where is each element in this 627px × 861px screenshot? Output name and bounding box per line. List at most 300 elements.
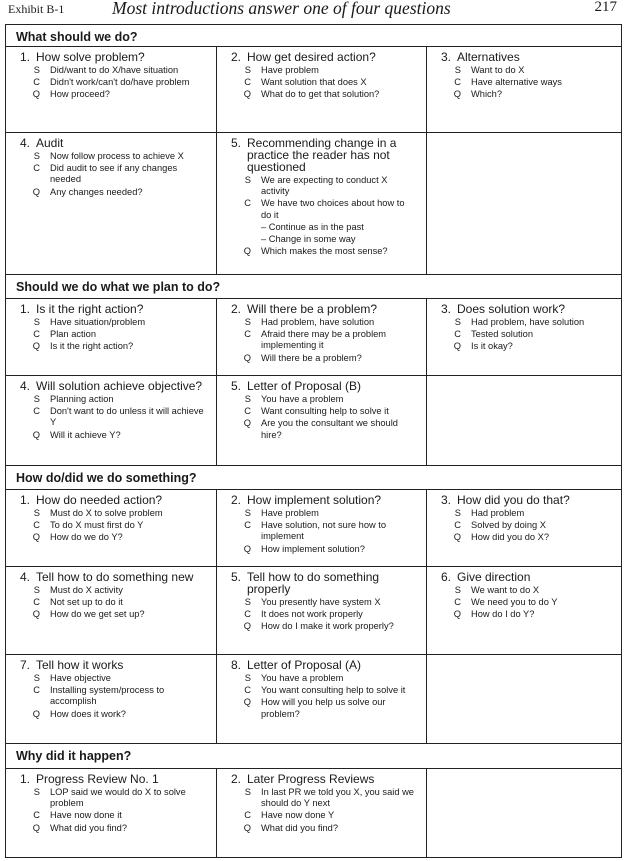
item-heading <box>217 380 422 392</box>
item-number: 8. <box>230 658 241 672</box>
item-heading <box>6 137 212 149</box>
item-heading <box>217 494 422 506</box>
line-letter: Q <box>243 543 251 554</box>
item-heading <box>217 51 422 63</box>
table-row <box>6 769 621 857</box>
item-title: Tell how to do something properly <box>247 570 380 596</box>
line-text: Have problem <box>261 508 319 518</box>
line-text: Are you the consultant we should hire? <box>261 418 398 440</box>
line-text: – Change in some way <box>261 234 356 245</box>
item-number: 1. <box>19 493 30 507</box>
line-text: Solved by doing X <box>471 520 546 531</box>
line-letter: C <box>244 406 251 417</box>
item-title: Progress Review No. 1 <box>36 772 159 786</box>
line-text: Is it the right action? <box>50 341 134 352</box>
item-number: 5. <box>230 379 241 393</box>
item-line <box>217 234 422 245</box>
line-letter: S <box>244 317 251 327</box>
item-line <box>6 329 212 340</box>
line-letter: S <box>454 65 461 75</box>
item-lines <box>217 394 422 441</box>
section-heading: What should we do? <box>6 25 621 47</box>
item-line <box>217 198 422 220</box>
item-heading <box>6 659 212 671</box>
line-text: Have now done Y <box>261 810 335 821</box>
item-number: 2. <box>230 772 241 786</box>
table-row <box>6 47 621 133</box>
line-letter: Q <box>453 89 461 100</box>
item-line <box>217 418 422 440</box>
section-heading: Should we do what we plan to do? <box>6 275 621 299</box>
item-title: Tell how to do something new <box>36 570 194 584</box>
item-line <box>6 163 212 185</box>
item-title: How solve problem? <box>36 50 145 64</box>
item-line <box>217 697 422 719</box>
line-text: Will it achieve Y? <box>50 429 121 440</box>
table-row <box>6 133 621 275</box>
line-text: How do we get set up? <box>50 609 145 620</box>
item-title: Will there be a problem? <box>247 302 378 316</box>
line-text: It does not work properly <box>261 609 363 620</box>
item-line <box>427 585 617 596</box>
section-heading: Why did it happen? <box>6 744 621 769</box>
item-lines <box>217 597 422 633</box>
item-lines <box>217 787 422 834</box>
line-text: Which? <box>471 89 503 100</box>
line-letter: S <box>244 508 251 518</box>
line-letter <box>217 234 261 245</box>
question-cell <box>217 47 427 132</box>
line-text: Have situation/problem <box>50 317 146 327</box>
item-lines <box>427 65 617 101</box>
item-heading <box>6 773 212 785</box>
line-text: In last PR we told you X, you said we should do Y next <box>261 787 414 809</box>
line-text: We are expecting to conduct X activity <box>261 175 388 197</box>
table-row <box>6 655 621 744</box>
line-letter: C <box>454 329 461 340</box>
line-text: How does it work? <box>50 708 126 719</box>
question-cell <box>6 490 217 566</box>
item-title: Tell how it works <box>36 658 124 672</box>
line-text: Tested solution <box>471 329 534 340</box>
line-text: What did you find? <box>50 822 128 833</box>
item-line <box>217 823 422 834</box>
line-text: Didn't work/can't do/have problem <box>50 77 190 88</box>
item-line <box>6 609 212 620</box>
item-line <box>6 317 212 328</box>
item-lines <box>6 151 212 198</box>
item-line <box>6 585 212 596</box>
question-cell <box>217 299 427 375</box>
item-heading <box>427 494 617 506</box>
item-line <box>217 621 422 632</box>
item-heading <box>6 494 212 506</box>
line-text: Have alternative ways <box>471 77 562 88</box>
page-title: Most introductions answer one of four questions <box>112 0 451 18</box>
line-text: We have two choices about how to do it <box>261 198 405 220</box>
item-line <box>427 317 617 328</box>
item-lines <box>427 585 617 621</box>
line-letter: Q <box>453 532 461 543</box>
item-line <box>217 508 422 519</box>
question-cell <box>6 655 217 743</box>
item-line <box>6 89 212 100</box>
line-text: Want to do X <box>471 65 525 75</box>
line-text: Had problem, have solution <box>261 317 375 327</box>
line-letter: Q <box>243 621 251 632</box>
item-lines <box>217 317 422 364</box>
line-letter: Q <box>32 186 40 197</box>
item-lines <box>427 508 617 544</box>
line-text: Any changes needed? <box>50 186 143 197</box>
line-letter: S <box>454 317 461 327</box>
line-text: We need you to do Y <box>471 597 558 608</box>
question-cell <box>6 376 217 465</box>
line-letter: Q <box>32 429 40 440</box>
item-number: 3. <box>440 493 451 507</box>
item-line <box>427 597 617 608</box>
empty-cell <box>427 655 621 743</box>
line-text: Plan action <box>50 329 96 340</box>
line-letter: S <box>454 585 461 595</box>
line-letter: S <box>33 394 40 404</box>
item-line <box>6 709 212 720</box>
item-lines <box>217 65 422 101</box>
item-line <box>6 823 212 834</box>
item-number: 7. <box>19 658 30 672</box>
item-title: How do needed action? <box>36 493 163 507</box>
item-line <box>217 329 422 351</box>
item-line <box>217 77 422 88</box>
line-text: How proceed? <box>50 89 110 100</box>
line-text: What did you find? <box>261 822 339 833</box>
item-line <box>217 317 422 328</box>
line-letter: S <box>454 508 461 518</box>
line-letter: Q <box>32 341 40 352</box>
item-line <box>6 65 212 76</box>
line-text: To do X must first do Y <box>50 520 144 531</box>
item-number: 5. <box>230 570 241 584</box>
line-text: Which makes the most sense? <box>261 246 388 257</box>
line-text: What do to get that solution? <box>261 89 380 100</box>
question-cell <box>217 490 427 566</box>
question-cell <box>427 567 621 654</box>
line-letter: S <box>244 787 251 797</box>
item-number: 2. <box>230 302 241 316</box>
line-text: Want consulting help to solve it <box>261 406 389 417</box>
line-letter: Q <box>243 352 251 363</box>
line-letter: C <box>244 609 251 620</box>
line-text: How do I do Y? <box>471 609 535 620</box>
line-text: LOP said we would do X to solve problem <box>50 787 186 809</box>
line-text: Don't want to do unless it will achieve Y <box>50 406 204 428</box>
item-line <box>217 597 422 608</box>
line-text: How do we do Y? <box>50 532 123 543</box>
item-line <box>6 508 212 519</box>
item-heading <box>217 303 422 315</box>
line-text: You want consulting help to solve it <box>261 685 406 696</box>
table-row <box>6 299 621 376</box>
line-letter: C <box>244 520 251 531</box>
line-text: Had problem <box>471 508 525 518</box>
line-text: You presently have system X <box>261 597 381 607</box>
line-text: Did audit to see if any changes needed <box>50 163 178 185</box>
item-line <box>6 430 212 441</box>
line-letter: Q <box>32 822 40 833</box>
item-lines <box>217 673 422 720</box>
line-letter: Q <box>243 697 251 708</box>
item-number: 4. <box>19 136 30 150</box>
question-cell <box>217 655 427 743</box>
line-letter: Q <box>32 89 40 100</box>
question-cell <box>427 47 621 132</box>
line-text: Did/want to do X/have situation <box>50 65 179 75</box>
question-cell <box>427 490 621 566</box>
line-letter: C <box>33 406 40 417</box>
line-text: Not set up to do it <box>50 597 123 608</box>
question-cell <box>6 133 217 274</box>
item-number: 1. <box>19 772 30 786</box>
line-letter: C <box>33 163 40 174</box>
line-text: How will you help us solve our problem? <box>261 697 386 719</box>
question-cell <box>6 567 217 654</box>
line-text: How implement solution? <box>261 543 365 554</box>
item-number: 2. <box>230 50 241 64</box>
item-line <box>217 544 422 555</box>
section-heading: How do/did we do something? <box>6 466 621 490</box>
empty-cell <box>427 133 621 274</box>
item-line <box>427 77 617 88</box>
line-text: Had problem, have solution <box>471 317 585 327</box>
item-number: 1. <box>19 302 30 316</box>
item-heading <box>427 571 617 583</box>
item-lines <box>427 317 617 353</box>
item-line <box>6 151 212 162</box>
item-line <box>217 685 422 696</box>
line-text: Planning action <box>50 394 114 404</box>
line-text: Want solution that does X <box>261 77 367 88</box>
item-title: Letter of Proposal (A) <box>247 658 362 672</box>
item-title: Letter of Proposal (B) <box>247 379 362 393</box>
line-text: We want to do X <box>471 585 540 595</box>
item-line <box>217 787 422 809</box>
line-letter: C <box>244 685 251 696</box>
line-text: You have a problem <box>261 394 344 404</box>
line-letter: S <box>33 787 40 797</box>
item-heading <box>6 571 212 583</box>
item-line <box>217 246 422 257</box>
item-line <box>427 532 617 543</box>
line-letter: Q <box>243 822 251 833</box>
line-letter: S <box>244 597 251 607</box>
item-line <box>217 673 422 684</box>
item-lines <box>6 394 212 441</box>
question-cell <box>6 47 217 132</box>
line-letter: C <box>33 329 40 340</box>
line-letter: C <box>33 597 40 608</box>
item-lines <box>6 787 212 834</box>
item-number: 1. <box>19 50 30 64</box>
item-heading <box>217 773 422 785</box>
item-number: 2. <box>230 493 241 507</box>
line-letter: Q <box>32 532 40 543</box>
item-title: Recommending change in a practice the reader has not questioned <box>247 136 397 174</box>
line-text: Have objective <box>50 673 111 683</box>
line-letter: Q <box>453 609 461 620</box>
line-text: Now follow process to achieve X <box>50 151 184 161</box>
item-title: How implement solution? <box>247 493 382 507</box>
item-line <box>427 89 617 100</box>
line-letter: C <box>454 520 461 531</box>
line-letter: C <box>33 810 40 821</box>
item-line <box>217 65 422 76</box>
item-heading <box>427 303 617 315</box>
item-number: 4. <box>19 379 30 393</box>
item-lines <box>217 175 422 257</box>
item-line <box>6 673 212 684</box>
line-letter: Q <box>453 341 461 352</box>
questions-table <box>5 24 622 858</box>
item-line <box>6 685 212 707</box>
line-letter: Q <box>243 246 251 257</box>
line-letter: S <box>33 508 40 518</box>
line-text: How did you do X? <box>471 532 550 543</box>
item-lines <box>6 585 212 621</box>
table-row <box>6 490 621 567</box>
question-cell <box>6 769 217 857</box>
question-cell <box>217 376 427 465</box>
item-line <box>427 520 617 531</box>
item-title: How get desired action? <box>247 50 376 64</box>
line-letter: S <box>244 65 251 75</box>
line-text: Afraid there may be a problem implementing it <box>261 329 387 351</box>
table-row <box>6 567 621 655</box>
item-heading <box>6 380 212 392</box>
item-line <box>427 341 617 352</box>
line-text: Will there be a problem? <box>261 352 362 363</box>
item-line <box>427 329 617 340</box>
item-number: 5. <box>230 136 241 150</box>
line-letter: S <box>244 394 251 404</box>
empty-cell <box>427 769 621 857</box>
line-text: Have problem <box>261 65 319 75</box>
item-line <box>427 508 617 519</box>
item-title: How did you do that? <box>457 493 570 507</box>
line-letter: Q <box>243 89 251 100</box>
line-letter: C <box>244 810 251 821</box>
question-cell <box>6 299 217 375</box>
item-number: 3. <box>440 302 451 316</box>
item-title: Does solution work? <box>457 302 566 316</box>
item-title: Is it the right action? <box>36 302 144 316</box>
line-letter: C <box>33 520 40 531</box>
item-line <box>427 609 617 620</box>
item-line <box>217 175 422 197</box>
item-heading <box>6 303 212 315</box>
line-letter: C <box>33 77 40 88</box>
item-line <box>6 810 212 821</box>
item-line <box>217 609 422 620</box>
item-title: Give direction <box>457 570 531 584</box>
item-lines <box>6 317 212 353</box>
item-line <box>6 787 212 809</box>
question-cell <box>217 567 427 654</box>
item-line <box>6 77 212 88</box>
item-number: 4. <box>19 570 30 584</box>
line-letter: S <box>33 65 40 75</box>
line-letter: Q <box>32 609 40 620</box>
item-line <box>6 406 212 428</box>
line-text: Have now done it <box>50 810 122 821</box>
item-number: 3. <box>440 50 451 64</box>
item-heading <box>6 51 212 63</box>
item-lines <box>6 65 212 101</box>
item-line <box>217 810 422 821</box>
line-text: Is it okay? <box>471 341 513 352</box>
line-letter: C <box>244 198 251 209</box>
item-lines <box>6 673 212 720</box>
item-line <box>6 532 212 543</box>
line-text: Must do X to solve problem <box>50 508 163 518</box>
exhibit-label: Exhibit B-1 <box>8 2 65 16</box>
line-text: Must do X activity <box>50 585 123 595</box>
item-line <box>6 597 212 608</box>
item-heading <box>427 51 617 63</box>
table-row <box>6 376 621 466</box>
item-line <box>217 353 422 364</box>
line-text: Installing system/process to accomplish <box>50 685 165 707</box>
item-line <box>427 65 617 76</box>
line-letter: Q <box>32 708 40 719</box>
item-heading <box>217 571 422 595</box>
line-letter: C <box>244 329 251 340</box>
line-letter: S <box>33 151 40 161</box>
item-lines <box>6 508 212 544</box>
item-line <box>6 187 212 198</box>
line-letter: S <box>33 585 40 595</box>
question-cell <box>427 299 621 375</box>
item-lines <box>217 508 422 555</box>
line-letter: C <box>33 685 40 696</box>
item-line <box>6 394 212 405</box>
line-letter: S <box>244 673 251 683</box>
item-line <box>217 406 422 417</box>
question-cell <box>217 769 427 857</box>
line-text: How do I make it work properly? <box>261 621 394 632</box>
item-line <box>6 520 212 531</box>
item-line <box>217 394 422 405</box>
item-line <box>217 89 422 100</box>
item-heading <box>217 659 422 671</box>
item-heading <box>217 137 422 173</box>
line-text: Have solution, not sure how to implement <box>261 520 387 542</box>
item-title: Alternatives <box>457 50 520 64</box>
line-letter: C <box>454 597 461 608</box>
line-text: You have a problem <box>261 673 344 683</box>
line-letter: S <box>33 673 40 683</box>
item-title: Audit <box>36 136 64 150</box>
page-number: 217 <box>594 0 617 15</box>
item-line <box>217 222 422 233</box>
line-letter: S <box>244 175 251 185</box>
item-number: 6. <box>440 570 451 584</box>
question-cell <box>217 133 427 274</box>
item-title: Later Progress Reviews <box>247 772 375 786</box>
line-letter: S <box>33 317 40 327</box>
empty-cell <box>427 376 621 465</box>
line-letter: C <box>454 77 461 88</box>
item-title: Will solution achieve objective? <box>36 379 203 393</box>
